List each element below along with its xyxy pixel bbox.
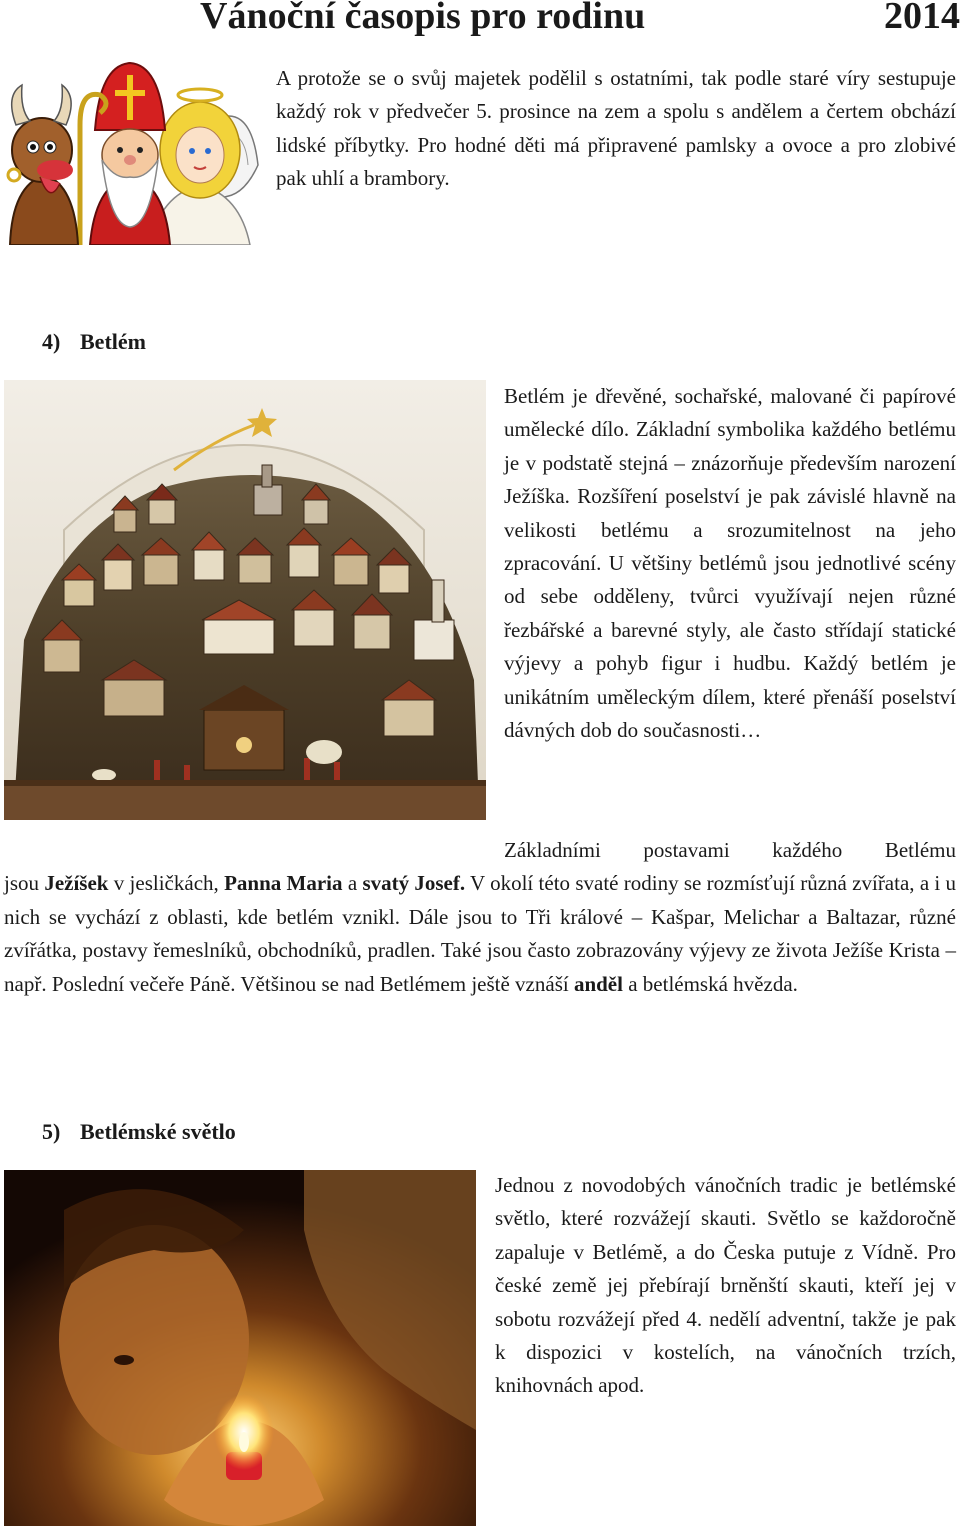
characters-text-d: V okolí této svaté rodiny se rozmísťují různá zvířata, a i u nich se vychází z oblasti, kde betlém vznikl. Dále jsou to Tři králové – Kašpar, Melichar a Baltazar, různé zvířátka, postavy řemeslníků, obchodníků, pradlen. Také jsou často zobrazovány výjevy ze života Ježíše Krista – např. Poslední večeře Páně. Většinou se nad Betlémem ještě vznáší xyxy=(4,871,957,996)
magazine-title: Vánoční časopis pro rodinu xyxy=(200,0,646,37)
section-4-number: 4) xyxy=(42,329,61,354)
section-5-number: 5) xyxy=(42,1119,61,1144)
intro-paragraph: A protože se o svůj majetek podělil s ostatními, tak podle staré víry sestupuje každý rok v předvečer 5. prosince na zem a spolu s andělem a čertem obchází lidské příbytky. Pro hodné děti má připravené pamlsky a ovoce a pro zlobivé pak uhlí a brambory. xyxy=(276,66,956,191)
characters-intro-line: Základními postavami každého Betlému xyxy=(504,838,956,862)
section-5-title: Betlémské světlo xyxy=(80,1119,236,1144)
nativity-scene-photo xyxy=(4,380,486,820)
jezisek-bold: Ježíšek xyxy=(44,871,109,896)
section-4-paragraph: Betlém je dřevěné, sochařské, malované či papírové umělecké dílo. Základní symbolika každého betlému je v podstatě stejná – znázorňuje především narození Ježíška. Rozšíření poselství je pak závislé hlavně na velikosti betlému a srozumitelnost na jeho zpracování. U většiny betlémů jsou jednotlivé scény od sebe odděleny, tvůrci využívají nejen různé řezbářské a barevné styly, ale často střídají statické výjevy a pohyb figur i hudbu. Každý betlém je unikátním uměleckým dílem, které přenáší poselství dávných dob do současnosti… xyxy=(504,384,956,743)
panna-maria-bold: Panna Maria xyxy=(224,871,343,896)
section-4-heading xyxy=(42,327,146,357)
characters-text-e: a betlémská hvězda. xyxy=(628,971,798,996)
section-5-heading xyxy=(42,1117,236,1147)
characters-text-c: a xyxy=(347,871,358,896)
magazine-year: 2014 xyxy=(884,0,960,37)
characters-text-b: v jesličkách, xyxy=(113,871,219,896)
section-5-paragraph: Jednou z novodobých vánočních tradic je betlémské světlo, které rozvážejí skauti. Světlo se každoročně zapaluje v Betlémě, a do Česka putuje z Vídně. Pro české země jej přebírají brněnští skauti, kteří jej v sobotu rozvážejí před 4. nedělí adventní, takže je pak k dispozici v kostelích, na vánočních trzích, knihovnách apod. xyxy=(495,1173,956,1398)
page-header xyxy=(200,0,960,40)
section-4-title: Betlém xyxy=(80,329,146,354)
section-4-characters-paragraph xyxy=(4,834,956,1001)
nicholas-devil-angel-illustration xyxy=(0,55,262,245)
bethlehem-light-candle-photo xyxy=(4,1170,476,1526)
svaty-josef-bold: svatý Josef. xyxy=(362,871,466,896)
characters-text-a: jsou xyxy=(4,871,40,896)
andel-bold: anděl xyxy=(573,971,623,996)
